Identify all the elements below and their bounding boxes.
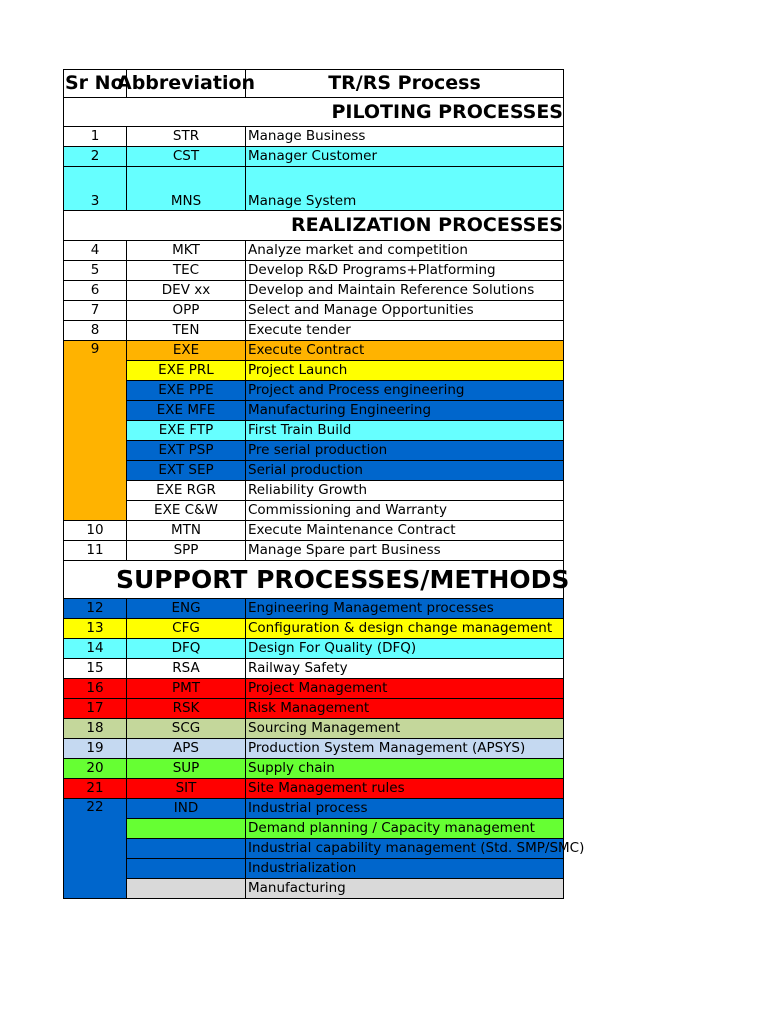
process-name-cell[interactable]: Risk Management: [246, 699, 564, 719]
process-name-cell[interactable]: Project and Process engineering: [246, 381, 564, 401]
process-name-cell[interactable]: Railway Safety: [246, 659, 564, 679]
abbreviation-cell[interactable]: MNS: [127, 167, 246, 211]
table-row: [64, 281, 564, 301]
abbreviation-header[interactable]: Abbreviation: [127, 70, 246, 98]
abbreviation-cell[interactable]: [127, 859, 246, 879]
abbreviation-cell[interactable]: DFQ: [127, 639, 246, 659]
table-row: [64, 759, 564, 779]
section-title-realization[interactable]: REALIZATION PROCESSES: [64, 211, 564, 241]
sr-no-cell[interactable]: 2: [64, 147, 127, 167]
table-row: [64, 481, 564, 501]
process-name-cell[interactable]: Pre serial production: [246, 441, 564, 461]
process-name-cell[interactable]: Reliability Growth: [246, 481, 564, 501]
process-name-cell[interactable]: Manufacturing Engineering: [246, 401, 564, 421]
sr-no-cell[interactable]: 12: [64, 599, 127, 619]
abbreviation-cell[interactable]: RSA: [127, 659, 246, 679]
process-header[interactable]: TR/RS Process: [246, 70, 564, 98]
abbreviation-cell[interactable]: IND: [127, 799, 246, 819]
table-row: [64, 639, 564, 659]
process-name-cell[interactable]: Project Launch: [246, 361, 564, 381]
abbreviation-cell[interactable]: [127, 879, 246, 899]
section-row-piloting: [64, 98, 564, 127]
abbreviation-cell[interactable]: EXE MFE: [127, 401, 246, 421]
abbreviation-cell[interactable]: MKT: [127, 241, 246, 261]
table-row: [64, 659, 564, 679]
table-row: [64, 619, 564, 639]
sr-no-cell[interactable]: 17: [64, 699, 127, 719]
abbreviation-cell[interactable]: OPP: [127, 301, 246, 321]
process-name-cell[interactable]: Manage System: [246, 167, 564, 211]
sr-no-cell[interactable]: 15: [64, 659, 127, 679]
sr-no-cell[interactable]: 7: [64, 301, 127, 321]
process-name-cell[interactable]: Execute Maintenance Contract: [246, 521, 564, 541]
process-name-cell[interactable]: Sourcing Management: [246, 719, 564, 739]
sr-no-cell[interactable]: 14: [64, 639, 127, 659]
table-row: [64, 381, 564, 401]
table-row: [64, 799, 564, 819]
sr-no-cell[interactable]: 8: [64, 321, 127, 341]
table-row: [64, 779, 564, 799]
process-name-cell[interactable]: Select and Manage Opportunities: [246, 301, 564, 321]
process-name-cell[interactable]: Develop and Maintain Reference Solutions: [246, 281, 564, 301]
sr-no-cell[interactable]: 11: [64, 541, 127, 561]
abbreviation-cell[interactable]: [127, 839, 246, 859]
process-table: [63, 69, 585, 899]
sr-no-cell[interactable]: 5: [64, 261, 127, 281]
sr-no-cell[interactable]: 16: [64, 679, 127, 699]
table-row: [64, 441, 564, 461]
sr-no-cell[interactable]: 3: [64, 167, 127, 211]
abbreviation-cell[interactable]: SPP: [127, 541, 246, 561]
process-name-cell[interactable]: Engineering Management processes: [246, 599, 564, 619]
process-name-cell[interactable]: Project Management: [246, 679, 564, 699]
abbreviation-cell[interactable]: PMT: [127, 679, 246, 699]
table-row: [64, 819, 564, 839]
sr-no-cell[interactable]: 9: [64, 341, 127, 521]
sr-no-header[interactable]: Sr No: [64, 70, 127, 98]
sr-no-cell[interactable]: 22: [64, 799, 127, 899]
sr-no-cell[interactable]: 21: [64, 779, 127, 799]
header-row: [64, 70, 564, 98]
process-name-cell[interactable]: Industrial capability management (Std. SMP/SMC): [246, 839, 564, 859]
abbreviation-cell[interactable]: APS: [127, 739, 246, 759]
abbreviation-cell[interactable]: CST: [127, 147, 246, 167]
abbreviation-cell[interactable]: EXE: [127, 341, 246, 361]
table-row: [64, 361, 564, 381]
table-row: [64, 341, 564, 361]
sr-no-cell[interactable]: 10: [64, 521, 127, 541]
section-row-realization: [64, 211, 564, 241]
abbreviation-cell[interactable]: SUP: [127, 759, 246, 779]
sr-no-cell[interactable]: 18: [64, 719, 127, 739]
table-row: [64, 167, 564, 211]
process-name-cell[interactable]: Analyze market and competition: [246, 241, 564, 261]
abbreviation-cell[interactable]: MTN: [127, 521, 246, 541]
process-name-cell[interactable]: Industrial process: [246, 799, 564, 819]
section-title-support[interactable]: SUPPORT PROCESSES/METHODS: [64, 561, 564, 599]
table-row: [64, 599, 564, 619]
table-row: [64, 147, 564, 167]
process-name-cell[interactable]: Demand planning / Capacity management: [246, 819, 564, 839]
process-name-cell[interactable]: Commissioning and Warranty: [246, 501, 564, 521]
process-name-cell[interactable]: Manage Spare part Business: [246, 541, 564, 561]
process-name-cell[interactable]: Manufacturing: [246, 879, 564, 899]
process-name-cell[interactable]: Industrialization: [246, 859, 564, 879]
abbreviation-cell[interactable]: TEN: [127, 321, 246, 341]
process-name-cell[interactable]: Manage Business: [246, 127, 564, 147]
table-row: [64, 521, 564, 541]
table-row: [64, 879, 564, 899]
table-row: [64, 321, 564, 341]
abbreviation-cell[interactable]: EXE PPE: [127, 381, 246, 401]
table-row: [64, 541, 564, 561]
section-row-support: [64, 561, 564, 599]
abbreviation-cell[interactable]: SIT: [127, 779, 246, 799]
process-name-cell[interactable]: Execute tender: [246, 321, 564, 341]
process-name-cell[interactable]: Configuration & design change management: [246, 619, 564, 639]
process-name-cell[interactable]: Production System Management (APSYS): [246, 739, 564, 759]
abbreviation-cell[interactable]: TEC: [127, 261, 246, 281]
abbreviation-cell[interactable]: EXE PRL: [127, 361, 246, 381]
process-name-cell[interactable]: First Train Build: [246, 421, 564, 441]
abbreviation-cell[interactable]: STR: [127, 127, 246, 147]
table-row: [64, 679, 564, 699]
sr-no-cell[interactable]: 1: [64, 127, 127, 147]
table-row: [64, 859, 564, 879]
abbreviation-cell[interactable]: ENG: [127, 599, 246, 619]
sr-no-cell[interactable]: 19: [64, 739, 127, 759]
sr-no-cell[interactable]: 13: [64, 619, 127, 639]
abbreviation-cell[interactable]: [127, 819, 246, 839]
section-title-piloting[interactable]: PILOTING PROCESSES: [64, 98, 564, 127]
abbreviation-cell[interactable]: EXT SEP: [127, 461, 246, 481]
table-row: [64, 421, 564, 441]
table-row: [64, 719, 564, 739]
process-name-cell[interactable]: Serial production: [246, 461, 564, 481]
table-row: [64, 301, 564, 321]
sr-no-cell[interactable]: 4: [64, 241, 127, 261]
sr-no-cell[interactable]: 6: [64, 281, 127, 301]
process-name-cell[interactable]: Manager Customer: [246, 147, 564, 167]
process-name-cell[interactable]: Develop R&D Programs+Platforming: [246, 261, 564, 281]
abbreviation-cell[interactable]: DEV xx: [127, 281, 246, 301]
table-row: [64, 839, 564, 859]
abbreviation-cell[interactable]: EXT PSP: [127, 441, 246, 461]
process-name-cell[interactable]: Execute Contract: [246, 341, 564, 361]
abbreviation-cell[interactable]: RSK: [127, 699, 246, 719]
sr-no-cell[interactable]: 20: [64, 759, 127, 779]
table-row: [64, 261, 564, 281]
process-name-cell[interactable]: Supply chain: [246, 759, 564, 779]
abbreviation-cell[interactable]: EXE FTP: [127, 421, 246, 441]
table-row: [64, 127, 564, 147]
table-row: [64, 501, 564, 521]
table-row: [64, 241, 564, 261]
table-row: [64, 699, 564, 719]
process-name-cell[interactable]: Site Management rules: [246, 779, 564, 799]
abbreviation-cell[interactable]: EXE C&W: [127, 501, 246, 521]
table-row: [64, 461, 564, 481]
abbreviation-cell[interactable]: EXE RGR: [127, 481, 246, 501]
abbreviation-cell[interactable]: CFG: [127, 619, 246, 639]
abbreviation-cell[interactable]: SCG: [127, 719, 246, 739]
table-row: [64, 401, 564, 421]
process-name-cell[interactable]: Design For Quality (DFQ): [246, 639, 564, 659]
table-row: [64, 739, 564, 759]
